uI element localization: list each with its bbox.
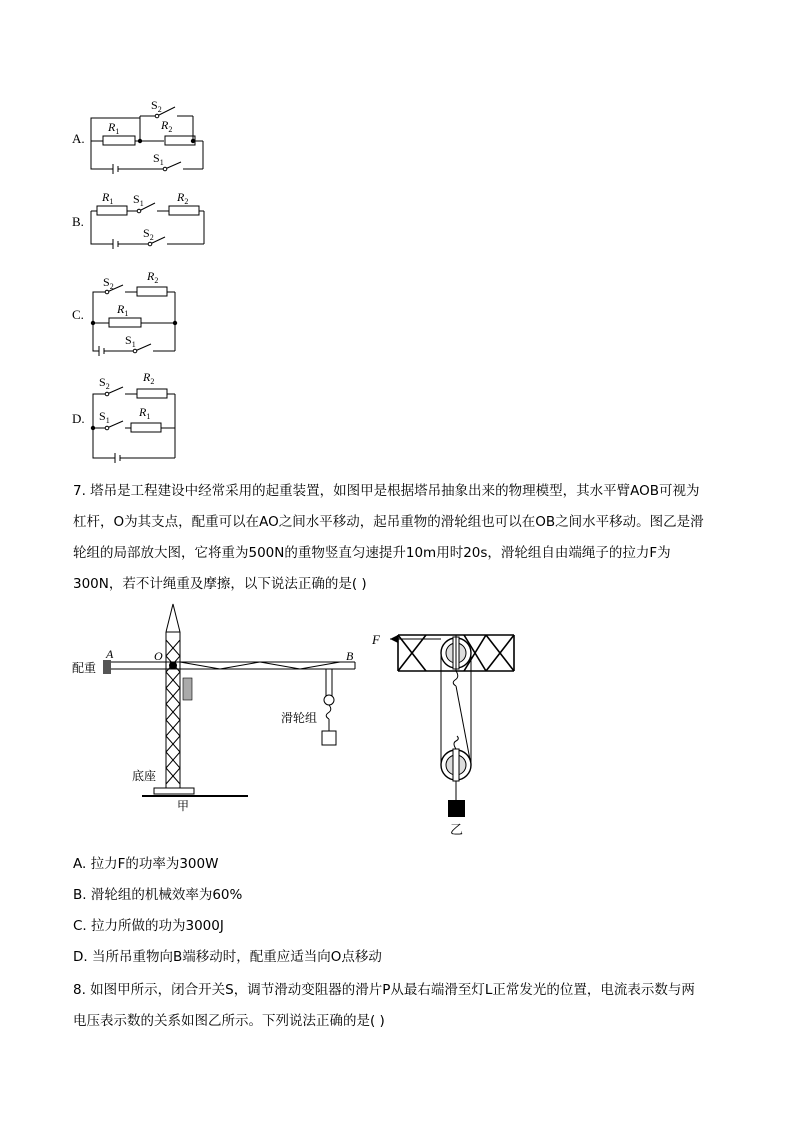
svg-text:R2: $R_2$ xyxy=(161,118,173,134)
option-d-label: D. xyxy=(72,411,85,426)
circuit-d-diagram xyxy=(85,368,185,468)
circuit-b-diagram xyxy=(85,185,210,250)
svg-text:R1: $R_1$ xyxy=(139,405,151,421)
q8-line-2: 电压表示数的关系如图乙所示。下列说法正确的是( ) xyxy=(73,1013,385,1029)
svg-text:R2: $R_2$ xyxy=(147,269,159,285)
q7-line-1: 7. 塔吊是工程建设中经常采用的起重装置，如图甲是根据塔吊抽象出来的物理模型，其水平臂AOB可视为 xyxy=(73,483,700,499)
label-counterweight: 配重 xyxy=(72,661,97,675)
pulley-figure-yi xyxy=(368,625,528,840)
svg-text:S1: $S_1$ xyxy=(153,151,164,167)
label-o: O xyxy=(154,649,163,663)
svg-text:R1: $R_1$ xyxy=(108,120,120,136)
option-b-label: B. xyxy=(72,214,84,229)
crane-jib-overlay xyxy=(70,600,370,820)
svg-text:R2: $R_2$ xyxy=(143,370,155,386)
svg-text:S2: $S_2$ xyxy=(103,275,114,291)
q8-line-1: 8. 如图甲所示，闭合开关S，调节滑动变阻器的滑片P从最右端滑至灯L正常发光的位置，电流表示数与两 xyxy=(73,982,695,998)
r1-label: R xyxy=(108,120,116,134)
svg-text:S1: $S_1$ xyxy=(133,192,144,208)
label-base: 底座 xyxy=(132,769,157,783)
circuit-a-diagram xyxy=(85,96,205,176)
caption-jia: 甲 xyxy=(177,799,190,813)
circuit-c-diagram xyxy=(85,266,185,358)
svg-text:R2: $R_2$ xyxy=(177,190,189,206)
svg-text:S1: $S_1$ xyxy=(99,409,110,425)
svg-text:S2: $S_2$ xyxy=(151,98,162,114)
option-a-label: A. xyxy=(72,131,85,146)
caption-yi: 乙 xyxy=(450,823,464,838)
q7-line-4: 300N，若不计绳重及摩擦，以下说法正确的是( ) xyxy=(73,576,367,592)
label-a: A xyxy=(106,647,114,661)
q7-line-3: 轮组的局部放大图，它将重为500N的重物竖直匀速提升10m用时20s，滑轮组自由端绳子的拉力F为 xyxy=(73,545,671,561)
svg-text:滑轮组: 滑轮组 xyxy=(281,711,318,725)
svg-text:S1: $S_1$ xyxy=(125,333,136,349)
q7-option-d[interactable]: D. 当所吊重物向B端移动时，配重应适当向O点移动 xyxy=(73,949,382,965)
option-c-label: C. xyxy=(72,307,84,322)
q7-option-a[interactable]: A. 拉力F的功率为300W xyxy=(73,856,219,872)
svg-text:R1: $R_1$ xyxy=(102,190,114,206)
label-f: F xyxy=(372,632,380,647)
r2-label: R xyxy=(161,118,169,132)
s1-label: S xyxy=(153,151,160,165)
q7-option-c[interactable]: C. 拉力所做的功为3000J xyxy=(73,918,224,934)
svg-text:R1: $R_1$ xyxy=(117,302,129,318)
s2-label: S xyxy=(151,98,158,112)
svg-text:B: B xyxy=(346,649,354,663)
q7-line-2: 杠杆，O为其支点，配重可以在AO之间水平移动，起吊重物的滑轮组也可以在OB之间水平移动。图乙是滑 xyxy=(73,514,704,530)
svg-text:S2: $S_2$ xyxy=(143,226,154,242)
svg-text:S2: $S_2$ xyxy=(99,375,110,391)
q7-option-b[interactable]: B. 滑轮组的机械效率为60% xyxy=(73,887,243,903)
